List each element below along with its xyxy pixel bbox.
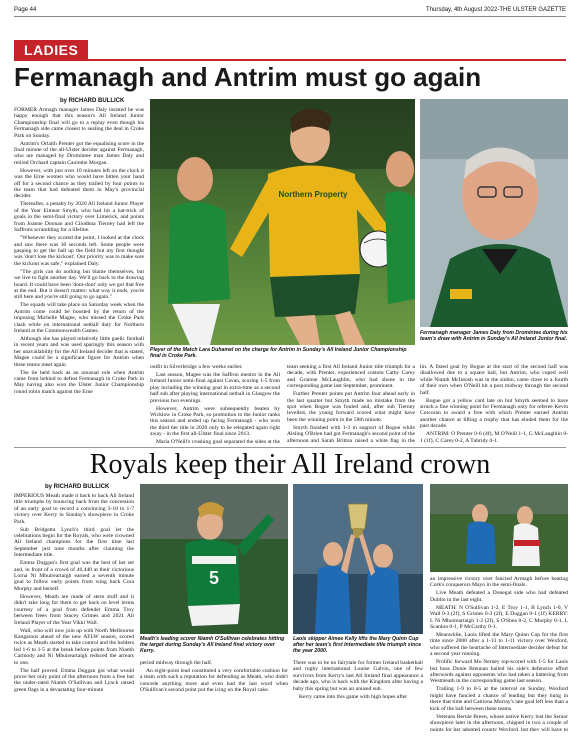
paragraph: MEATH: N O'Sullivan 1-2, E Troy 1-1, B Lynch 1-0, V Wall 0-3 (2f), S Grimes 0-3 (2f), E Duggan 0-1 (1f) KERRY: L Ni Mhuireartaigh 1-2 (2f), S O'Shea 0-2, C Murphy 0-1, L Scanlon 0-1, P McCarthy 0-1. [430,604,568,631]
paragraph: There was to be no fairytale for former Ireland basketball and rugby international Louise Galvin, one of few survivors from Kerry's last All Ireland final appearance a decade ago, who is back with the Kingdom after having a baby this spring but was an unused sub. [293,660,423,692]
story2-column-3 [293,660,423,731]
paragraph: However, with just over 10 minutes left on the clock it was the Erne women who would have bitten your hand off for a second chance as they trailed by four points to the team that had defeated them in May's provincial decider. [14,167,144,200]
story2-celebration-photo [140,484,288,634]
paragraph: Meanwhile, Laois lifted the Mary Quinn Cup for the first time since 2000 after a 1-13 to 1-11 victory over Wexford, who suffered the heartache of Intermediate decider defeat for a second year running. [430,632,568,658]
paragraph: The half proved. Emma Duggan got what would prove her only point of the afternoon from a free but the under-rated Niamh O'Sullivan and Lynch raised green flags in a devastating four-minute [14,667,134,693]
paragraph: period midway through the half. [140,660,213,666]
manager-photo-illustration [420,99,568,327]
cup-photo-illustration [293,484,423,634]
paragraph: outfit in Silverbridge a few weeks earlier. [150,364,243,370]
story2-column-1 [14,493,134,731]
jersey-sponsor-text: Northern Property [278,190,348,199]
issue-date: Thursday, 4th August 2022-THE ULSTER GAZETTE [426,7,566,13]
paragraph: However, Antrim were subsequently beaten by Wicklow in Croke Park, so promotion to the Junior ranks this season and ended up facing Fermanagh - who won the third tier title in 2020 only to be relegated again right away - in the first all-Ulster final since 2013. [150,405,280,438]
story1-column-3 [287,364,415,444]
svg-text:5: 5 [208,568,220,588]
paragraph: Emma Duggan's first goal was the best of her set and, in front of a crowd of 46,440 at their victorious Lorna Ni Mhuireartaigh earned a seventh minute goal to follow early points from wing back Cora Murphy and herself. [14,560,134,592]
action-photo-illustration [150,99,415,345]
paragraph: The squads will take place on Saturday week when the Antrim come could be boosted by the return of the imposing Michelle Magee, who missed the Croke Park clash while on international netball duty for Northern Ireland at the Commonwealth Games. [14,302,144,334]
paragraph: team seeking a first All Ireland Junior title triumph for a decade, with Prenter, experienced custom Cathy Carey and Grainne McLaughlin, who had shone in the corresponding game last September, prominent. [287,364,415,390]
paragraph: Prolific forward Mo Nerney top-scored with 1-5 for Laois but boss Donie Brennan hailed his side's defensive effort afterwards against opponents who had taken a battering from Westmeath in the corresponding game last season. [430,659,568,685]
story1-headline: Fermanagh and Antrim must go again [14,62,482,92]
paragraph: Bogue got a yellow card late on but Smyth seemed to have struck a fine winning point for Fermanagh only for referee Kevin Corcoran to award a free with which Prenter earned Antrim another chance at lifting a trophy that has eluded them for the past decade. [420,397,568,430]
story1-column-1 [14,107,144,440]
story1-column-2 [150,364,280,444]
story2-action-illustration [430,484,568,572]
paragraph: Although she has played relatively little gaelic football in recent years and was used sparingly this season with her unavailability for the All Ireland decider that is stated, Magee could be a significant figure for Antrim when these teams meet again. [14,335,144,368]
section-rule [14,59,566,61]
story2-column-2 [140,660,288,731]
paragraph: ANTRIM: O Prenter 0-6 (4f), M O'Neill 1-1, G McLaughlin 0-1 (1f), C Carey 0-2, A Tubridy 0-1. [420,431,568,444]
celebration-photo-illustration [140,484,288,634]
story1-column-4 [420,364,568,444]
paragraph: Sub Bridgetta Lynch's third goal let the celebrations begin for the Royals, who were crowned All Ireland champions for the first time last September just nine months after claiming the Intermediate title. [14,526,134,559]
story1-byline: by RICHARD BULLICK [60,98,125,104]
paragraph: Kerry came into this game with high hopes after [299,693,408,700]
story2-byline: by RICHARD BULLICK [45,484,110,490]
paragraph: an impressive victory over fancied Armagh before beating Cork's conquerors Mayo in the semi-finals. [430,576,568,589]
paragraph: FORMER Armagh manager James Daly insisted he was happy enough that this season's All Ireland Junior Championship final will go to a replay even though his Fermanagh side came closest to sealing the deal in Croke Park on Sunday. [14,107,144,139]
paragraph: Trailing 1-9 to 0-5 at the interval on Sunday, Wexford might have fancied a chance of leading but they hung in there that time and Catriona Murray's late goal left less than a kick of the ball between these teams. [430,686,568,712]
story1-manager-photo [420,99,568,327]
story2-headline: Royals keep their All Ireland crown [89,449,491,480]
paragraph: Smyth finished with 1-3 in support of Bogue while Aisling O'Brien had got Fermanagh's second point of the afternoon and Sarah Britton raised a white flag in the [287,424,415,444]
story2-cup-photo [293,484,423,634]
story2-photo1-caption: Meath's leading scorer Niamh O'Sullivan celebrates hitting the target during Sunday's All Ireland final victory over Kerry. [140,636,285,654]
paragraph: Live Meath defeated a Donegal side who had defeated Dublin in the last eight. [430,590,568,603]
paragraph: lin. A fisted goal by Bogue at the start of the second half was disallowed due to a square ball, but Antrim, who coped well while Niamh McIntosh was in the sinbin, came close to a fourth of their own when O'Neill hit a post midway through the second half. [420,364,568,396]
story1-photo2-caption: Fermanagh manager James Daly from Dromintee during his team's draw with Antrim in Sunday's All Ireland Junior final. [420,330,568,342]
paragraph: However, Meath are made of stern stuff and it didn't take long for them to get back on level terms courtesy of a goal from defender Emma Troy between frees from Stacey Grimes and 2021 All Ireland Player of the Year Vikki Wall. [14,593,134,626]
paragraph: Veterans Bernie Breen, whose native Kerry lost the Senior showpiece later in the afternoon, chipped in two a couple of points for her adopted county Wexford, but they will have to [430,713,568,731]
paragraph: The tie held back as an unusual role when Antrim came from behind to defeat Fermanagh in Croke Park in May having also won the Ulster Junior Championship round robin match against the Erne [14,369,144,395]
paragraph: Last season, Magee was the Saffron mentor in the All Ireland Junior semi-final against Cavan, scoring 1-5 from play including the winning goal in extra-time as a second half sub after playing international netball in Glasgow the previous two evenings. [150,372,280,404]
paragraph: Thereafter, a penalty by 2020 All Ireland Junior Player of the Year Eimear Smyth, who had hit a hat-trick of goals in the semi-final victory over Limerick, and points from Joanne Doonan and Cliodhna Tierney had left the Saffrons scrambling for a lifeline. [14,201,144,234]
story1-photo1-caption: Player of the Match Lara Duhamel on the charge for Antrim in Sunday's All Ireland Junior Championship final in Croke Park. [150,347,407,359]
paragraph: Maria O'Neill's crushing goal separated the sides at the [156,439,280,444]
paragraph: Wall, who will now join up with North Melbourne Kangaroos ahead of the new AFLW season, scored twice as Meath started to take control and the holders led 1-6 to 1-5 at the break before points from Niamh Carmody and Ni Mhuireartaigh reduced the arrears to one. [14,627,134,666]
section-label: LADIES [14,40,88,60]
paragraph: IMPERIOUS Meath made it back to back All Ireland title triumphs by bouncing back from the concession of an early goal to record a convincing 3-10 to 1-7 victory over Kerry in Sunday's showpiece in Croke Park. [14,493,134,525]
story2-action-photo [430,484,568,572]
page-header [14,4,566,17]
paragraph: An eight-point lead constituted a very comfortable cushion for a team with such a reputation for defending as Meath, who didn't concede anything more and even had the last word when O'Sullivan's second point put the icing on the Royal cake. [140,668,288,694]
page-number: Page 44 [14,7,37,13]
story-divider [14,447,566,448]
paragraph: Further Prenter points put Antrim four ahead early in the last quarter but Smyth made no mistake from the spot when Bogue was fouled and, after sub Tierney levelled, the young forward scored what might have been the winning point in the 58th minute. [287,391,415,423]
story2-photo2-caption: Laois skipper Aimee Kelly lifts the Mary Quinn Cup after her team's first Intermediate title triumph since the year 2000. [293,636,422,654]
story1-action-photo [150,99,415,345]
paragraph: "The girls can do nothing but blame themselves, but we live to fight another day. We'll go back to the drawing board. It could have been 'dont-dont' only we got that free at the end. But it doesn't matter; what way it ends, you're still here and you're still going to go again." [14,268,144,301]
paragraph: "Whenever they scored the point, I looked at the clock and saw there was 30 seconds left. Some people were gasping to get the ball up the field but my first thought was 'don't lose the kickout'. Our priority was to make sure the kickout was safe," explained Daly. [14,235,144,267]
paragraph: Antrim's Orlaith Prenter got the equalising score in the final minute of the all-Ulster decider against Fermanagh, who are managed by Dromintee man James Daly and retired Orchard captain Caoimhe Morgan. [14,140,144,166]
story2-column-4 [430,576,568,731]
